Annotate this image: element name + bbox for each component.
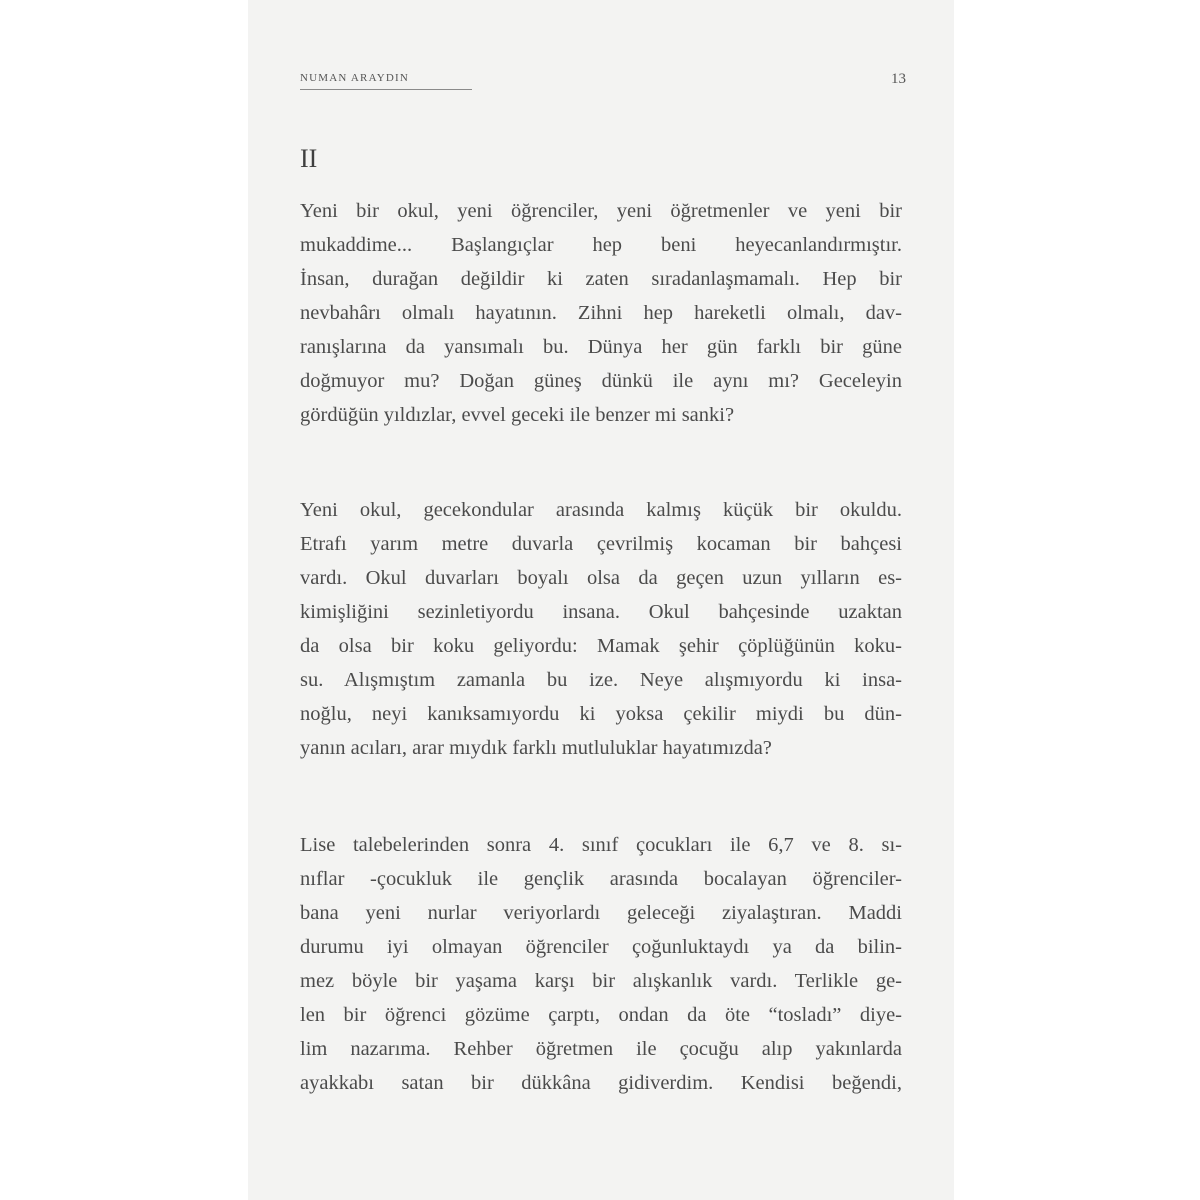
text-line: da olsa bir koku geliyordu: Mamak şehir çöplüğünün koku- bbox=[300, 635, 902, 657]
text-line: lim nazarıma. Rehber öğretmen ile çocuğu alıp yakınlarda bbox=[300, 1038, 902, 1060]
text-line: durumu iyi olmayan öğrenciler çoğunluktaydı ya da bilin- bbox=[300, 936, 902, 958]
text-line: Lise talebelerinden sonra 4. sınıf çocukları ile 6,7 ve 8. sı- bbox=[300, 834, 902, 856]
text-line: Yeni bir okul, yeni öğrenciler, yeni öğretmenler ve yeni bir bbox=[300, 200, 902, 222]
author-name: NUMAN ARAYDIN bbox=[300, 72, 410, 84]
text-line: yanın acıları, arar mıydık farklı mutluluklar hayatımızda? bbox=[300, 737, 772, 759]
text-line: Yeni okul, gecekondular arasında kalmış küçük bir okuldu. bbox=[300, 499, 902, 521]
text-line: mukaddime... Başlangıçlar hep beni heyecanlandırmıştır. bbox=[300, 234, 902, 256]
chapter-heading: II bbox=[300, 144, 318, 173]
text-line: kimişliğini sezinletiyordu insana. Okul bahçesinde uzaktan bbox=[300, 601, 902, 623]
paragraph bbox=[300, 194, 902, 432]
text-line: ayakkabı satan bir dükkâna gidiverdim. Kendisi beğendi, bbox=[300, 1072, 902, 1094]
text-line: nevbahârı olmalı hayatının. Zihni hep hareketli olmalı, dav- bbox=[300, 302, 902, 324]
text-line: len bir öğrenci gözüme çarptı, ondan da öte “tosladı” diye- bbox=[300, 1004, 902, 1026]
text-line: su. Alışmıştım zamanla bu ize. Neye alışmıyordu ki insa- bbox=[300, 669, 902, 691]
text-line: İnsan, durağan değildir ki zaten sıradanlaşmamalı. Hep bir bbox=[300, 268, 902, 290]
page-number: 13 bbox=[891, 71, 906, 87]
book-page bbox=[248, 0, 954, 1200]
paragraph bbox=[300, 828, 902, 1100]
text-line: vardı. Okul duvarları boyalı olsa da geçen uzun yılların es- bbox=[300, 567, 902, 589]
header-rule bbox=[300, 89, 472, 90]
text-line: ranışlarına da yansımalı bu. Dünya her gün farklı bir güne bbox=[300, 336, 902, 358]
paragraph bbox=[300, 493, 902, 765]
text-line: Etrafı yarım metre duvarla çevrilmiş kocaman bir bahçesi bbox=[300, 533, 902, 555]
text-line: doğmuyor mu? Doğan güneş dünkü ile aynı mı? Geceleyin bbox=[300, 370, 902, 392]
text-line: mez böyle bir yaşama karşı bir alışkanlık vardı. Terlikle ge- bbox=[300, 970, 902, 992]
running-head bbox=[300, 72, 906, 92]
text-line: nıflar -çocukluk ile gençlik arasında bocalayan öğrenciler- bbox=[300, 868, 902, 890]
text-line: bana yeni nurlar veriyorlardı geleceği ziyalaştıran. Maddi bbox=[300, 902, 902, 924]
text-line: gördüğün yıldızlar, evvel geceki ile benzer mi sanki? bbox=[300, 404, 735, 426]
text-line: noğlu, neyi kanıksamıyordu ki yoksa çekilir miydi bu dün- bbox=[300, 703, 902, 725]
